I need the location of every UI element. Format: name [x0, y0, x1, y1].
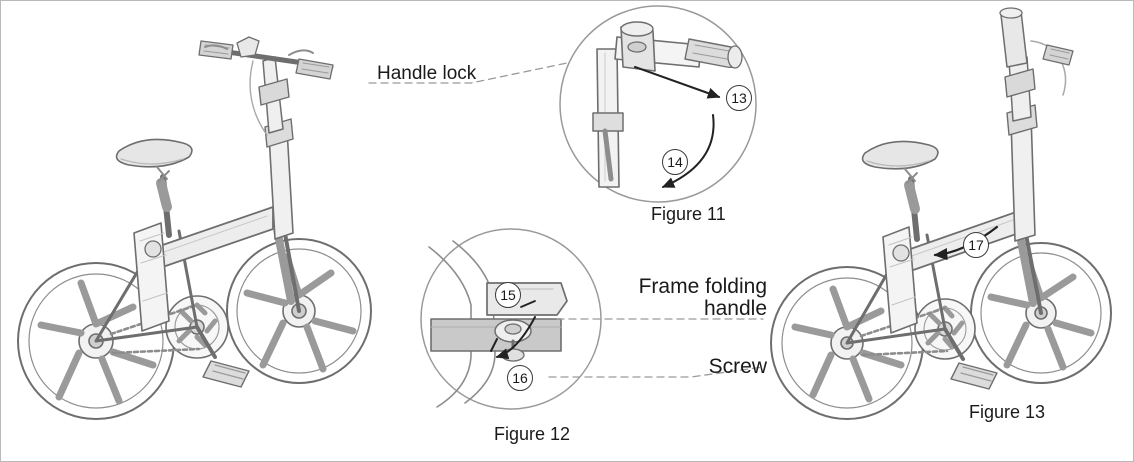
bicycle-right-illustration: [771, 8, 1111, 419]
callout-14: 14: [662, 149, 688, 175]
label-screw: Screw: [708, 355, 767, 378]
callout-15: 15: [495, 282, 521, 308]
caption-figure-12: Figure 12: [494, 424, 571, 444]
caption-figure-13: Figure 13: [969, 402, 1046, 422]
label-handle-lock: Handle lock: [377, 63, 477, 84]
label-frame-folding-handle-line2: handle: [703, 297, 767, 320]
bicycle-left-illustration: [18, 37, 371, 419]
callout-13: 13: [726, 85, 752, 111]
diagram-drawing: [1, 1, 1134, 462]
callout-17: 17: [963, 232, 989, 258]
label-frame-folding-handle-line1: Frame folding: [638, 275, 767, 298]
caption-figure-11: Figure 11: [651, 204, 726, 224]
callout-16: 16: [507, 365, 533, 391]
